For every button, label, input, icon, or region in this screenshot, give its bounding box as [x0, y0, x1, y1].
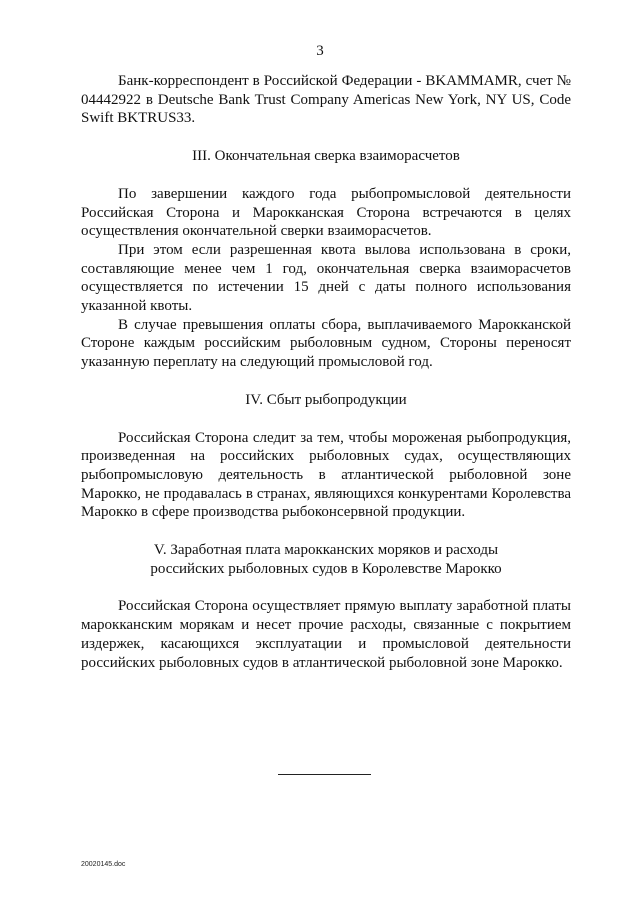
document-body [81, 72, 571, 672]
page-number: 3 [316, 43, 324, 59]
bank-details-paragraph: Банк-корреспондент в Российской Федерации - BKAMMAMR, счет № 04442922 в Deutsche Bank Trust Company Americas New York, NY US, Code Swift BKTRUS33. [81, 73, 571, 127]
section-5-heading-line-1: V. Заработная плата марокканских моряков и расходы [153, 542, 499, 559]
section-3-heading: III. Окончательная сверка взаиморасчетов [192, 148, 460, 165]
section-3-paragraph-1: По завершении каждого года рыбопромысловой деятельности Российская Сторона и Марокканская Сторона встречаются в целях осуществления окончательной сверки взаиморасчетов. [81, 185, 571, 240]
section-5-heading [81, 541, 571, 578]
section-5-heading-line-2: российских рыболовных судов в Королевстве Марокко [150, 560, 502, 577]
section-4-heading: IV. Сбыт рыбопродукции [245, 391, 407, 408]
end-separator-line [278, 774, 371, 775]
section-3-paragraph-2: При этом если разрешенная квота вылова использована в сроки, составляющие менее чем 1 год, окончательная сверка взаиморасчетов осуществляется по истечении 15 дней с даты полного использования указанной квоты. [81, 241, 571, 315]
section-4-paragraph-1: Российская Сторона следит за тем, чтобы мороженая рыбопродукция, произведенная на российских рыболовных судах, осуществляющих рыбопромысловую деятельность в атлантической рыболовной зоне Марокко, не продавалась в странах, являющихся конкурентами Королевства Марокко в сфере производства рыбоконсервной продукции. [81, 429, 571, 521]
section-5-paragraph-1: Российская Сторона осуществляет прямую выплату заработной платы марокканским морякам и несет прочие расходы, связанные с покрытием издержек, касающихся эксплуатации и промысловой деятельности российских рыболовных судов в атлантической рыболовной зоне Марокко. [81, 598, 571, 671]
section-3-paragraph-3: В случае превышения оплаты сбора, выплачиваемого Марокканской Стороне каждым российским рыболовным судном, Стороны переносят указанную переплату на следующий промысловой год. [81, 316, 571, 371]
footer-file-name: 20020145.doc [81, 861, 126, 868]
